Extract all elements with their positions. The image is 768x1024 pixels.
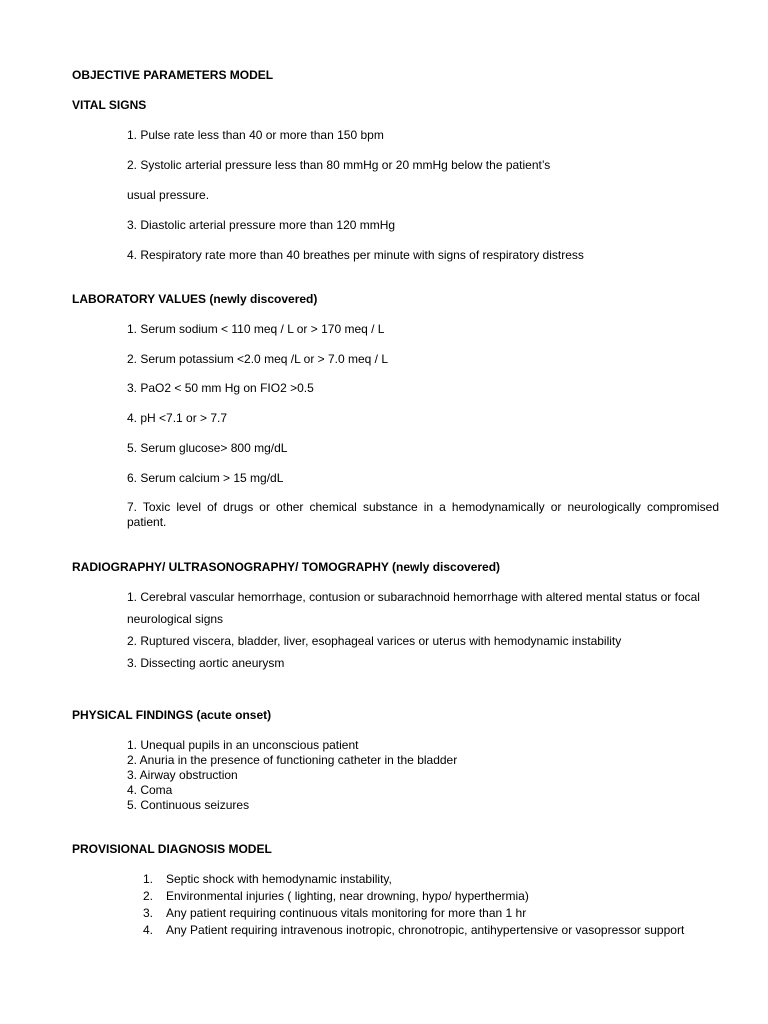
section-heading-vital-signs: VITAL SIGNS [72,98,147,112]
list-item-text: Any patient requiring continuous vitals monitoring for more than 1 hr [166,906,527,920]
list-item: 1. Cerebral vascular hemorrhage, contusion or subarachnoid hemorrhage with altered mental status or focal [127,590,700,604]
document-title: OBJECTIVE PARAMETERS MODEL [72,68,274,82]
list-item: 6. Serum calcium > 15 mg/dL [127,471,284,485]
list-item: 5. Serum glucose> 800 mg/dL [127,441,288,455]
list-item-number: 2. [143,889,154,903]
list-item [143,872,743,887]
section-heading-radiography: RADIOGRAPHY/ ULTRASONOGRAPHY/ TOMOGRAPHY (newly discovered) [72,560,501,574]
list-item: 3. Airway obstruction [127,768,238,782]
list-item: 4. Respiratory rate more than 40 breathes per minute with signs of respiratory distress [127,248,584,262]
list-item-number: 1. [143,872,154,886]
list-item-text: Any Patient requiring intravenous inotropic, chronotropic, antihypertensive or vasopressor support [166,923,685,937]
list-item: 3. PaO2 < 50 mm Hg on FIO2 >0.5 [127,381,314,395]
list-item-number: 4. [143,923,154,937]
list-item: 2. Ruptured viscera, bladder, liver, esophageal varices or uterus with hemodynamic instability [127,634,622,648]
list-item-text: Septic shock with hemodynamic instability, [166,872,392,886]
list-item: 7. Toxic level of drugs or other chemical substance in a hemodynamically or neurologically compromised patient. [127,500,719,529]
list-item: 1. Pulse rate less than 40 or more than 150 bpm [127,128,384,142]
list-item-number: 3. [143,906,154,920]
list-item: 1. Unequal pupils in an unconscious patient [127,738,359,752]
list-item [143,889,743,904]
section-heading-physical-findings: PHYSICAL FINDINGS (acute onset) [72,708,272,722]
list-item: 1. Serum sodium < 110 meq / L or > 170 meq / L [127,322,385,336]
list-item-continuation: usual pressure. [127,188,210,202]
list-item: 2. Anuria in the presence of functioning catheter in the bladder [127,753,458,767]
section-heading-laboratory-values: LABORATORY VALUES (newly discovered) [72,292,318,306]
list-item: 4. pH <7.1 or > 7.7 [127,411,228,425]
list-item-continuation: neurological signs [127,612,224,626]
list-item: 3. Diastolic arterial pressure more than 120 mmHg [127,218,396,232]
list-item: 4. Coma [127,783,173,797]
list-item: 3. Dissecting aortic aneurysm [127,656,285,670]
list-item [143,923,743,938]
list-item-text: Environmental injuries ( lighting, near drowning, hypo/ hyperthermia) [166,889,529,903]
list-item [143,906,743,921]
section-heading-provisional-diagnosis: PROVISIONAL DIAGNOSIS MODEL [72,842,272,856]
list-item: 2. Serum potassium <2.0 meq /L or > 7.0 meq / L [127,352,389,366]
list-item: 5. Continuous seizures [127,798,250,812]
list-item: 2. Systolic arterial pressure less than 80 mmHg or 20 mmHg below the patient’s [127,158,551,172]
